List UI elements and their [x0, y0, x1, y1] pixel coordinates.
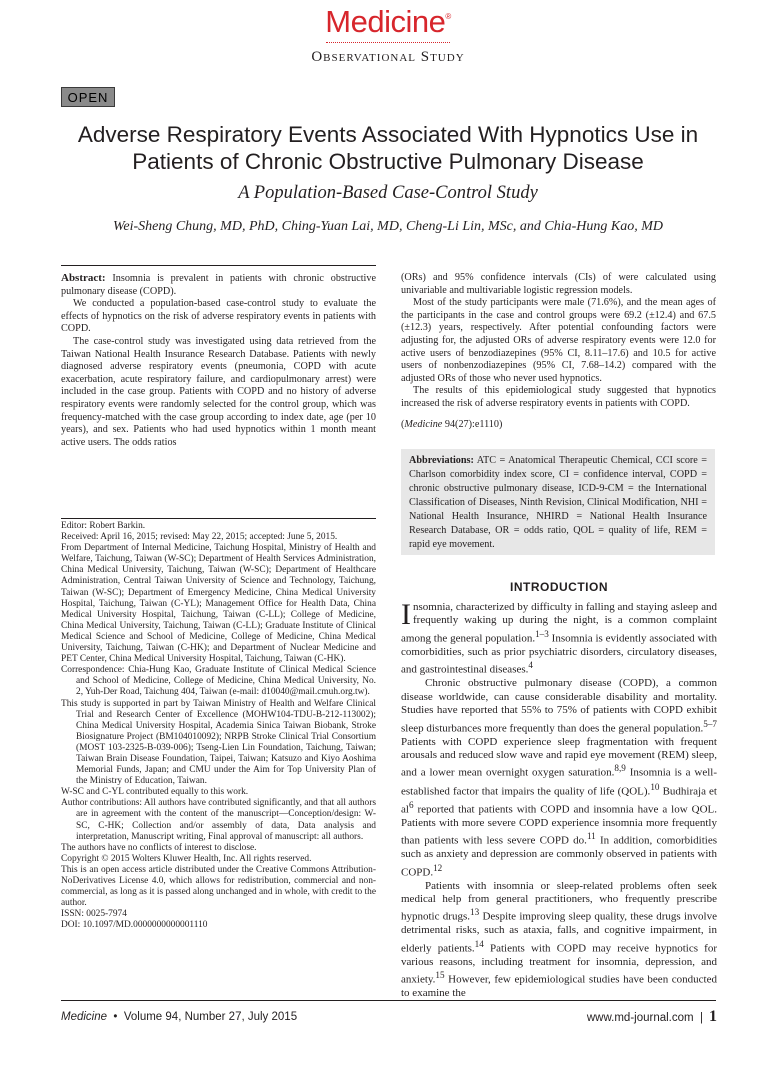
- journal-url[interactable]: www.md-journal.com: [586, 1012, 694, 1024]
- footnote-equal-contribution: W-SC and C-YL contributed equally to this work.: [61, 787, 249, 798]
- abbreviations-label: Abbreviations:: [409, 455, 474, 466]
- footnotes-block: [61, 521, 376, 931]
- registered-mark: ®: [445, 12, 451, 21]
- footnote-conflicts: The authors have no conflicts of interest to disclose.: [61, 842, 257, 853]
- logo-dotted-rule: [326, 42, 450, 43]
- footnote-license: This is an open access article distributed under the Creative Commons Attribution-NoDerivatives License 4.0, which allows for redistribution, commercial and non-commercial, as long as it is passed along unchanged and in whole, with credit to the author.: [61, 864, 376, 909]
- page-number: 1: [709, 1008, 717, 1025]
- abstract-paragraph: The results of this epidemiological study suggested that hypnotics increased the risk of adverse respiratory events in patients with COPD.: [401, 385, 716, 409]
- article-subtitle: A Population-Based Case-Control Study: [238, 183, 538, 203]
- open-access-badge: OPEN: [61, 87, 115, 107]
- abstract-paragraph: (ORs) and 95% confidence intervals (CIs) of were calculated using univariable and multivariable logistic regression models.: [401, 272, 716, 296]
- footnote-affiliations: From Department of Internal Medicine, Taichung Hospital, Ministry of Health and Welfare, Taichung, Taiwan (W-SC); Department of Health Services Administration, China Medical University, Taichung, Taiwan (W-SC); Department of Healthcare Administration, Central Taiwan University of Science and Technology, Taichung, Taiwan (W-SC); Department of Emergency Medicine, China Medical University Hospital, Taichung, Taiwan (C-YL); Management Office for Health Data, China Medical University Hospital, Taichung, Taiwan (C-LL); College of Medicine, China Medical University, Taichung, Taiwan (C-LL); Graduate Institute of Clinical Medical Science and School of Medicine, College of Medicine, China Medical University, Taichung, Taiwan (C-HK); and Department of Nuclear Medicine and PET Center, China Medical University Hospital, Taichung, Taiwan (C-HK).: [61, 543, 376, 665]
- section-label: Observational Study: [311, 49, 465, 65]
- abstract-paragraph: We conducted a population-based case-control study to evaluate the effects of hypnotics on the risk of adverse respiratory events in patients with COPD.: [61, 298, 376, 335]
- intro-paragraph: Chronic obstructive pulmonary disease (COPD), a common disease worldwide, can cause considerable disability and mortality. Studies have reported that 55% to 75% of patients with COPD exhibit sleep disturbances more frequently than does the general population.$^{5-7}$ Patients with COPD experience sleep fragmentation with frequent arousals and reduced slow wave and rapid eye movement (REM) sleep, and a lower mean overnight oxygen saturation.$^{8,9}$ Insomnia is a well-established factor that impairs the quality of life (QOL).$^{10}$ Budhiraja et $al^6$ reported that patients with COPD and insomnia have a low QOL. Patients with more severe COPD experience insomnia more frequently than patients with less severe COPD do.$^{11}$ In addition, comorbidities such as anxiety and depression are commonly observed in patients with COPD.$^{12}$: [401, 677, 717, 879]
- introduction-heading: INTRODUCTION: [510, 580, 608, 594]
- footnote-editor: Editor: Robert Barkin.: [61, 521, 146, 531]
- footnotes-top-rule: [61, 518, 376, 519]
- abstract-top-rule: [61, 265, 376, 266]
- footnote-copyright: Copyright © 2015 Wolters Kluwer Health, Inc. All rights reserved.: [61, 853, 312, 864]
- article-title: Adverse Respiratory Events Associated With Hypnotics Use in Patients of Chronic Obstructive Pulmonary Disease: [77, 122, 699, 174]
- footnote-issn: ISSN: 0025-7974: [61, 909, 127, 920]
- footer-right: www.md-journal.com | 1: [586, 1008, 717, 1025]
- abbreviations-text: ATC = Anatomical Therapeutic Chemical, CCI score = Charlson comorbidity index score, CI = confidence interval, COPD = chronic obstructive pulmonary disease, ICD-9-CM = the International Classification of Diseases, Ninth Revision, Clinical Modification, NHI = National Health Insurance, NHIRD = National Health Insurance Research Database, OR = odds ratio, QOL = quality of life, REM = rapid eye movement.: [409, 455, 707, 550]
- footnote-doi: DOI: 10.1097/MD.0000000000001110: [61, 920, 208, 931]
- abstract-label: Abstract:: [61, 272, 106, 284]
- journal-logo: Medicine®: [325, 4, 451, 39]
- footer-rule: [61, 1000, 716, 1001]
- footnote-correspondence: Correspondence: Chia-Hung Kao, Graduate Institute of Clinical Medical Science and School of Medicine, College of Medicine, China Medical University, No. 2, Yuh-Der Road, Taichung 404, Taiwan (e-mail: d10040@mail.cmuh.org.tw).: [61, 665, 376, 698]
- citation: (Medicine 94(27):e1110): [401, 418, 503, 430]
- abstract-right-column: [401, 272, 716, 431]
- abstract-paragraph: The case-control study was investigated using data retrieved from the Taiwan National Health Insurance Research Database. Patients with newly diagnosed adverse respiratory events (pneumonia, COPD with acute exacerbation, acute respiratory failure, and cardiopulmonary arrest) were included in the case group. Patients with COPD and no history of adverse respiratory events were randomly selected for the control group, which was frequency-matched with the case group according to index date, age (per 10 years), and sex. Patients who had used hypnotics within 1 month meant active users. The odds ratios: [61, 335, 376, 448]
- footnote-contributions: Author contributions: All authors have contributed significantly, and that all authors are in agreement with the content of the manuscript—Conception/design: W-SC, C-HK; Collection and/or assembly of data, Data analysis and interpretation, Manuscript writing, Final approval of manuscript: all authors.: [61, 798, 376, 842]
- abstract-left-column: [61, 272, 376, 449]
- footnote-support: This study is supported in part by Taiwan Ministry of Health and Welfare Clinical Trial and Research Center of Excellence (MOHW104-TDU-B-212-113002); China Medical University Hospital, Academia Sinica Taiwan Biobank, Stroke Biosignature Project (BM104010092); NRPB Stroke Clinical Trial Consortium (MOST 103-2325-B-039-006); Tseng-Lien Lin Foundation, Taichung, Taiwan; Taiwan Brain Disease Foundation, Taipei, Taiwan; Katsuzo and Kiyo Aoshima Memorial Funds, Japan; and CMU under the Aim for Top University Plan of the Ministry of Education, Taiwan.: [61, 698, 376, 787]
- footnote-received: Received: April 16, 2015; revised: May 22, 2015; accepted: June 5, 2015.: [61, 532, 338, 543]
- drop-cap: I: [401, 598, 411, 631]
- author-list: Wei-Sheng Chung, MD, PhD, Ching-Yuan Lai, MD, Cheng-Li Lin, MSc, and Chia-Hung Kao, MD: [112, 219, 664, 234]
- intro-paragraph: Patients with insomnia or sleep-related problems often seek medical help from general practitioners, who frequently prescribe hypnotic drugs.$^{13}$ Despite improving sleep quality, these drugs involve detrimental risks, such as ataxia, falls, and cognitive impairment, in elderly patients.$^{14}$ Patients with COPD may receive hypnotics for various reasons, including treatment for insomnia, depression, and anxiety.$^{15}$ However, few epidemiological studies have been conducted to examine the: [401, 879, 717, 1000]
- introduction-body: [401, 598, 717, 1001]
- footer-journal-info: Medicine • Volume 94, Number 27, July 2015: [61, 1011, 298, 1023]
- intro-paragraph: Insomnia, characterized by difficulty in falling and staying asleep and frequently waking up during the night, is a common complaint among the general population.$^{1-3}$ Insomnia is evidently associated with comorbidities, such as prior psychiatric disorders, circulatory diseases, and gastrointestinal diseases.$^4$: [401, 598, 717, 676]
- abbreviations-box: [401, 449, 715, 555]
- abstract-paragraph: Insomnia is prevalent in patients with chronic obstructive pulmonary disease (COPD).: [61, 273, 376, 297]
- abstract-paragraph: Most of the study participants were male (71.6%), and the mean ages of the participants in the case and control groups were 69.2 (±12.4) and 67.5 (±12.3) years, respectively. After potential confounding factors were adjusting for, the adjusted ORs of adverse respiratory events were 12.0 for active users of benzodiazepines (95% CI, 8.11–17.6) and 10.5 for active users of nonbenzodiazepines (95% CI, 7.68–14.2) compared with the adjusted ORs of those who never used hypnotics.: [401, 297, 716, 384]
